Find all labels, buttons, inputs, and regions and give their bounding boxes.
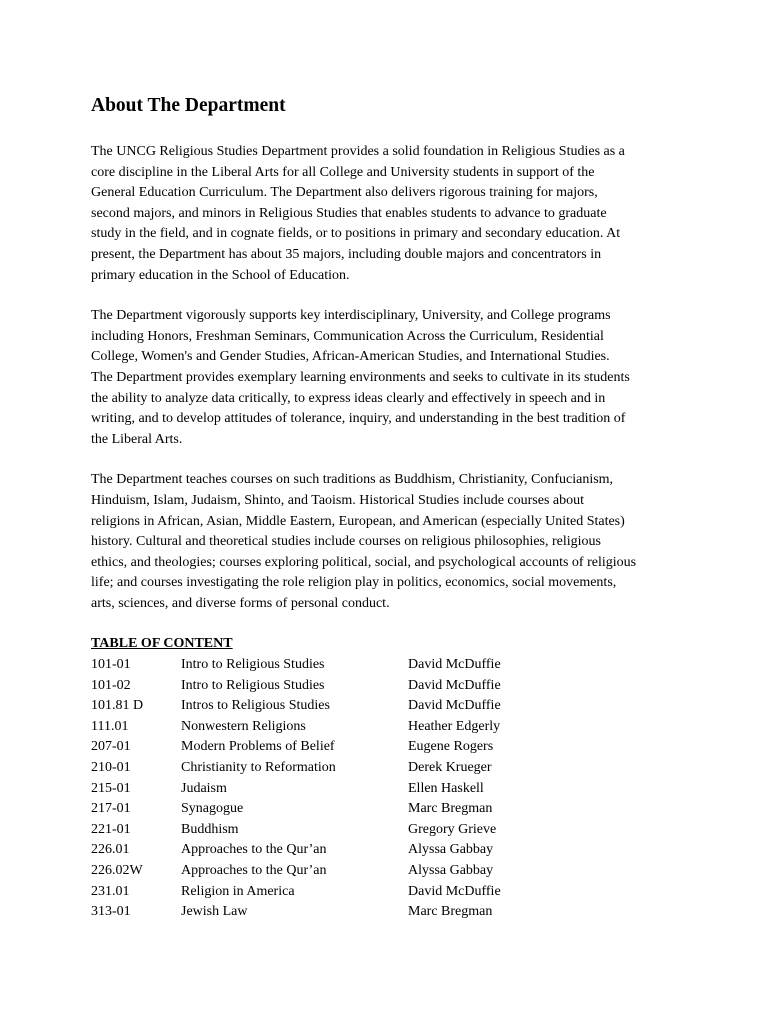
paragraph-3 (91, 470, 691, 614)
course-instructor: David McDuffie (408, 657, 501, 673)
paragraph-line: religions in African, Asian, Middle Eastern, European, and American (especially United States) (91, 513, 625, 529)
document-page (91, 94, 691, 923)
paragraph-line: the ability to analyze data critically, to express ideas clearly and effectively in speech and in (91, 390, 606, 406)
course-code: 313-01 (91, 904, 131, 920)
course-code: 217-01 (91, 801, 131, 817)
course-title: Intro to Religious Studies (181, 657, 325, 673)
paragraph-line: Hinduism, Islam, Judaism, Shinto, and Taoism. Historical Studies include courses about (91, 492, 584, 508)
course-instructor: Marc Bregman (408, 904, 493, 920)
course-instructor: Gregory Grieve (408, 821, 497, 837)
course-code: 221-01 (91, 821, 131, 837)
course-title: Judaism (181, 780, 227, 796)
paragraph-line: present, the Department has about 35 majors, including double majors and concentrators in (91, 246, 602, 262)
paragraph-line: study in the field, and in cognate fields, or to positions in primary and secondary education. At (91, 226, 621, 242)
paragraph-line: history. Cultural and theoretical studies include courses on religious philosophies, religious (91, 534, 602, 550)
paragraph-line: The Department vigorously supports key interdisciplinary, University, and College programs (91, 308, 611, 324)
course-code: 231.01 (91, 883, 130, 899)
table-row (91, 840, 691, 861)
paragraph-line: core discipline in the Liberal Arts for all College and University students in support of the (91, 164, 595, 180)
paragraph-line: The UNCG Religious Studies Department provides a solid foundation in Religious Studies as a (91, 144, 625, 159)
course-title: Christianity to Reformation (181, 760, 336, 776)
table-row (91, 696, 691, 717)
course-title: Modern Problems of Belief (181, 739, 335, 755)
course-instructor: Marc Bregman (408, 801, 493, 817)
paragraph-2 (91, 306, 691, 450)
body-text (91, 142, 691, 614)
table-row (91, 717, 691, 738)
course-code: 101.81 D (91, 698, 144, 714)
course-instructor: Alyssa Gabbay (408, 863, 494, 878)
paragraph-line: The Department provides exemplary learning environments and seeks to cultivate in its students (91, 369, 630, 385)
course-title: Nonwestern Religions (181, 718, 306, 734)
toc-heading: TABLE OF CONTENT (91, 636, 233, 652)
course-instructor: David McDuffie (408, 677, 501, 693)
course-title: Religion in America (181, 883, 295, 899)
course-code: 207-01 (91, 739, 131, 755)
course-code: 111.01 (91, 718, 129, 734)
paragraph-line: second majors, and minors in Religious Studies that enables students to advance to graduate (91, 205, 607, 221)
paragraph-line: primary education in the School of Education. (91, 267, 350, 283)
course-instructor: Derek Krueger (408, 760, 492, 776)
course-code: 226.02W (91, 863, 143, 878)
course-instructor: David McDuffie (408, 883, 501, 899)
course-code: 226.01 (91, 842, 130, 858)
course-code: 101-02 (91, 677, 131, 693)
table-row (91, 861, 691, 882)
table-row (91, 655, 691, 676)
course-instructor: Heather Edgerly (408, 718, 501, 734)
course-title: Buddhism (181, 821, 239, 837)
course-instructor: David McDuffie (408, 698, 501, 714)
table-row (91, 676, 691, 697)
course-title: Approaches to the Qur’an (181, 842, 327, 858)
course-title: Jewish Law (181, 904, 248, 920)
course-instructor: Eugene Rogers (408, 739, 494, 755)
course-title: Synagogue (181, 801, 244, 817)
course-title: Intros to Religious Studies (181, 698, 330, 714)
table-row (91, 882, 691, 903)
paragraph-line: arts, sciences, and diverse forms of personal conduct. (91, 595, 390, 611)
table-row (91, 799, 691, 820)
table-row (91, 902, 691, 923)
page-title: About The Department (91, 95, 286, 116)
table-row (91, 779, 691, 800)
paragraph-line: writing, and to develop attitudes of tolerance, inquiry, and understanding in the best tradition of (91, 411, 626, 427)
paragraph-line: General Education Curriculum. The Department also delivers rigorous training for majors, (91, 185, 598, 201)
course-instructor: Alyssa Gabbay (408, 842, 494, 858)
course-code: 210-01 (91, 760, 131, 776)
table-row (91, 820, 691, 841)
paragraph-line: ethics, and theologies; courses exploring political, social, and psychological accounts of religious (91, 554, 637, 570)
course-code: 101-01 (91, 657, 131, 673)
paragraph-line: The Department teaches courses on such traditions as Buddhism, Christianity, Confucianism, (91, 472, 614, 488)
paragraph-line: life; and courses investigating the role religion play in politics, economics, social movements, (91, 575, 617, 591)
course-title: Approaches to the Qur’an (181, 863, 327, 878)
table-row (91, 737, 691, 758)
course-code: 215-01 (91, 780, 131, 796)
course-instructor: Ellen Haskell (408, 780, 484, 796)
table-row (91, 758, 691, 779)
paragraph-line: including Honors, Freshman Seminars, Communication Across the Curriculum, Residential (91, 328, 604, 344)
paragraph-line: College, Women's and Gender Studies, African-American Studies, and International Studies. (91, 349, 610, 365)
paragraph-line: the Liberal Arts. (91, 431, 183, 447)
table-of-content (91, 634, 691, 922)
paragraph-1 (91, 142, 691, 286)
course-title: Intro to Religious Studies (181, 677, 325, 693)
